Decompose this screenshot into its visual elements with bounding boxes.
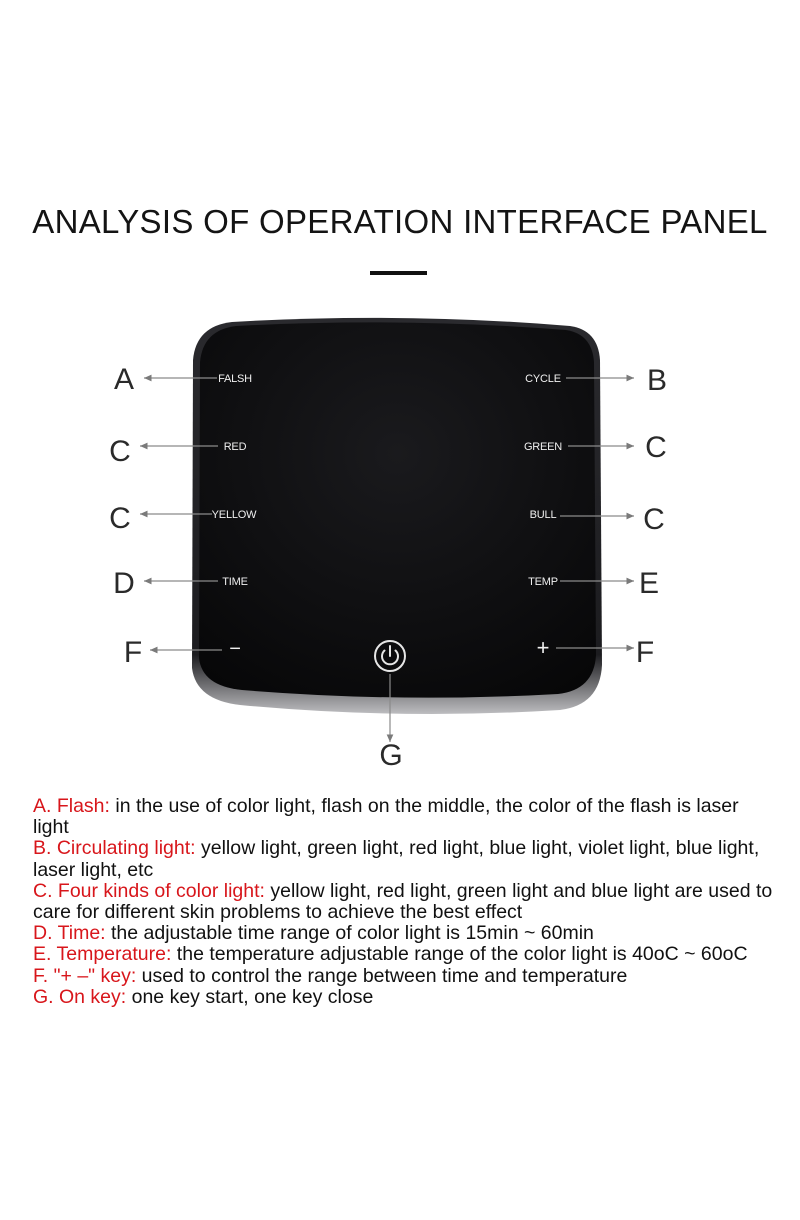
description-item [33, 838, 778, 880]
flash-button[interactable]: FALSH [218, 373, 252, 385]
description-lead: G. On key: [33, 985, 127, 1008]
yellow-button[interactable]: YELLOW [211, 509, 257, 521]
callout-c-red: C [109, 435, 131, 468]
red-button[interactable]: RED [223, 441, 247, 453]
temp-button[interactable]: TEMP [528, 576, 558, 588]
callout-g: G [379, 739, 403, 772]
callout-f-left: F [123, 636, 143, 669]
description-text: in the use of color light, flash on the middle, the color of the flash is laser light [33, 795, 739, 839]
description-text: used to control the range between time and temperature [136, 964, 628, 987]
description-item [33, 881, 778, 923]
description-item [33, 966, 778, 987]
minus-button[interactable]: − [229, 638, 241, 660]
callout-c-bull: C [643, 503, 665, 536]
plus-button[interactable]: + [536, 635, 550, 660]
callout-a: A [113, 363, 135, 396]
page-title: ANALYSIS OF OPERATION INTERFACE PANEL [32, 203, 768, 240]
callout-b: B [646, 364, 668, 397]
callout-d: D [113, 567, 135, 600]
description-list [33, 796, 778, 1008]
callout-c-green: C [645, 431, 667, 464]
description-lead: F. "+ –" key: [33, 964, 137, 987]
description-lead: B. Circulating light: [33, 837, 196, 860]
description-lead: C. Four kinds of color light: [33, 879, 265, 902]
description-lead: D. Time: [33, 922, 106, 945]
description-lead: A. Flash: [33, 795, 110, 817]
description-text: the adjustable time range of color light is 15min ~ 60min [105, 922, 594, 945]
bull-button[interactable]: BULL [529, 509, 557, 521]
description-text: the temperature adjustable range of the color light is 40oC ~ 60oC [171, 943, 748, 966]
description-item [33, 923, 778, 944]
callout-c-yellow: C [109, 502, 131, 535]
description-item [33, 796, 778, 838]
description-item [33, 987, 778, 1008]
description-item [33, 944, 778, 965]
callout-f-right: F [635, 636, 655, 669]
description-lead: E. Temperature: [33, 943, 172, 966]
green-button[interactable]: GREEN [523, 441, 563, 453]
callout-e: E [638, 567, 660, 600]
description-text: yellow light, green light, red light, blue light, violet light, blue light, laser light, etc [33, 837, 760, 881]
cycle-button[interactable]: CYCLE [525, 373, 561, 385]
description-text: one key start, one key close [126, 985, 374, 1008]
time-button[interactable]: TIME [222, 576, 248, 588]
description-text: yellow light, red light, green light and blue light are used to care for different skin problems to achieve the best effect [33, 879, 773, 924]
